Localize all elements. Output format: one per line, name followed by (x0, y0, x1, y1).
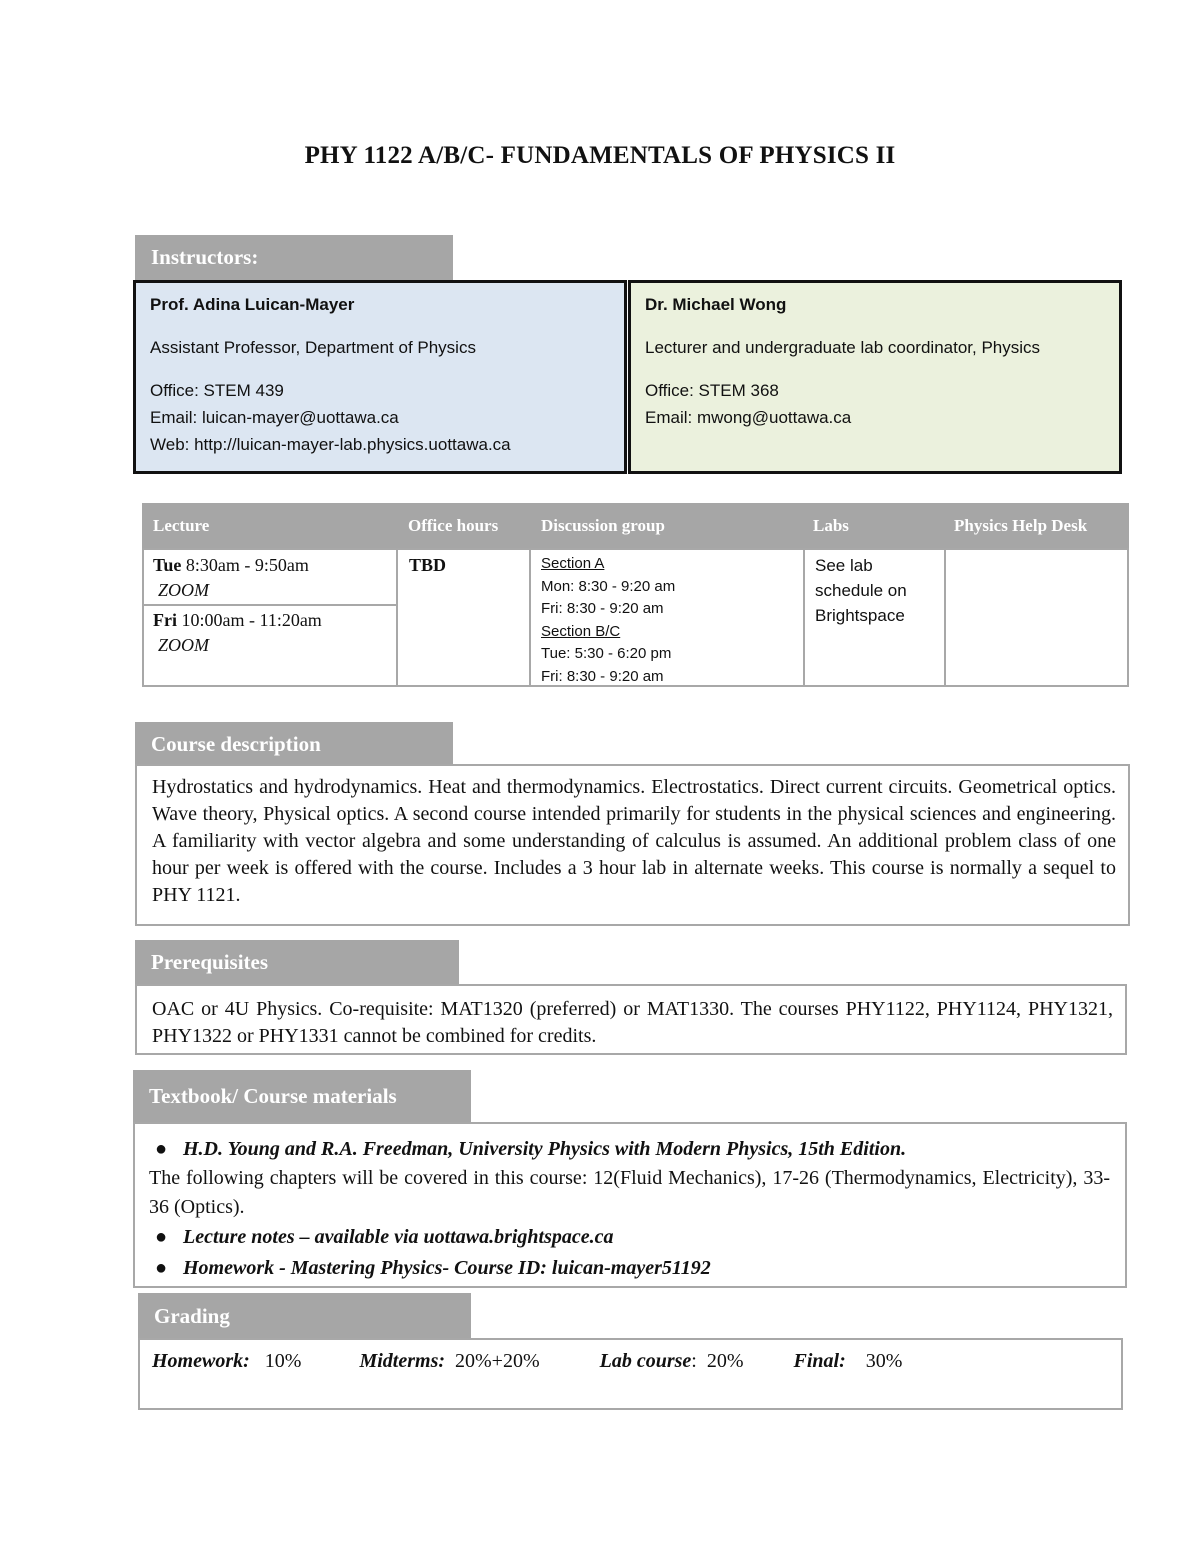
grading-label: Final: (793, 1350, 846, 1372)
instructors-header: Instructors: (135, 235, 453, 280)
schedule-header-row (142, 503, 1129, 549)
bullet-icon: ● (155, 1138, 168, 1160)
labs-line: schedule on (815, 581, 907, 600)
lecture-notes: Lecture notes – available via uottawa.brightspace.ca (183, 1226, 614, 1248)
grading-label: Midterms: (359, 1350, 446, 1372)
section-a-label: Section A (541, 555, 605, 572)
list-item (135, 1253, 1110, 1283)
homework-info: Homework - Mastering Physics- Course ID: luican-mayer51192 (183, 1257, 711, 1279)
lecture-mode: ZOOM (158, 580, 210, 600)
course-description-header: Course description (135, 722, 453, 766)
instructor-role: Lecturer and undergraduate lab coordinator, Physics (645, 338, 1041, 357)
grading-item: Lab course: 20% (599, 1350, 744, 1372)
grading-box (138, 1338, 1123, 1410)
instructor-card-left (133, 280, 627, 474)
section-bc-time: Fri: 8:30 - 9:20 am (541, 667, 664, 685)
course-description-box (135, 764, 1130, 926)
section-bc-label: Section B/C (541, 622, 621, 640)
course-description-text: Hydrostatics and hydrodynamics. Heat and thermodynamics. Electrostatics. Direct current circuits. Geometrical optics. Wave theory, Physical optics. A second course intended primarily for students in the physical sciences and engineering. A familiarity with vector algebra and some understanding of calculus is assumed. An additional problem class of one hour per week is offered with the course. Includes a 3 hour lab in alternate weeks. This course is normally a sequel to PHY 1121. (152, 776, 1116, 906)
textbook-title: H.D. Young and R.A. Freedman, University Physics with Modern Physics, 15th Edition. (183, 1138, 907, 1160)
grading-value: 10% (264, 1350, 302, 1372)
bullet-icon: ● (155, 1226, 168, 1248)
page-title: PHY 1122 A/B/C- FUNDAMENTALS OF PHYSICS II (304, 142, 896, 169)
grading-value: 20%+20% (455, 1350, 540, 1372)
col-header-help-desk: Physics Help Desk (954, 516, 1088, 535)
grading-item (152, 1350, 301, 1372)
instructor-office: Office: STEM 439 (150, 381, 284, 400)
prerequisites-header: Prerequisites (135, 940, 459, 985)
instructor-office: Office: STEM 368 (645, 381, 779, 400)
office-hours-value: TBD (409, 555, 447, 575)
col-header-discussion: Discussion group (541, 516, 665, 535)
textbook-box (133, 1122, 1127, 1288)
lecture-day: Fri (153, 610, 177, 630)
grading-value: 20% (706, 1350, 744, 1372)
discussion-cell (529, 548, 805, 687)
instructor-email[interactable]: Email: luican-mayer@uottawa.ca (150, 408, 399, 427)
prerequisites-text: OAC or 4U Physics. Co-requisite: MAT1320 (preferred) or MAT1330. The courses PHY1122, PHY1124, PHY1321, PHY1322 or PHY1331 cannot be combined for credits. (152, 998, 1113, 1047)
prerequisites-box (135, 984, 1127, 1055)
lecture-cell-tue (142, 548, 398, 606)
instructor-card-right (628, 280, 1122, 474)
lecture-time: 10:00am - 11:20am (177, 610, 322, 630)
textbook-header: Textbook/ Course materials (133, 1070, 471, 1122)
grading-label: Lab course (599, 1350, 692, 1372)
grading-item (794, 1350, 903, 1372)
grading-header: Grading (138, 1293, 471, 1339)
list-item (135, 1222, 1110, 1252)
instructor-email[interactable]: Email: mwong@uottawa.ca (645, 408, 852, 427)
lecture-mode: ZOOM (158, 635, 210, 655)
bullet-icon: ● (155, 1257, 168, 1279)
instructor-name: Dr. Michael Wong (645, 295, 787, 314)
office-hours-cell (396, 548, 531, 687)
labs-line: Brightspace (815, 606, 905, 625)
list-item (135, 1134, 1110, 1164)
section-a-time: Mon: 8:30 - 9:20 am (541, 577, 676, 595)
lecture-day: Tue (153, 555, 182, 575)
col-header-labs: Labs (813, 516, 849, 535)
col-header-office-hours: Office hours (408, 516, 499, 535)
section-a-time: Fri: 8:30 - 9:20 am (541, 600, 664, 617)
labs-line: See lab (815, 556, 873, 575)
help-desk-cell (944, 548, 1129, 687)
grading-item (359, 1350, 539, 1372)
textbook-chapters: The following chapters will be covered in this course: 12(Fluid Mechanics), 17-26 (Thermodynamics, Electricity), 33-36 (Optics). (149, 1167, 1110, 1218)
grading-label: Homework: (152, 1350, 250, 1372)
col-header-lecture: Lecture (153, 516, 210, 535)
lecture-cell-fri (142, 604, 398, 687)
labs-cell (803, 548, 946, 687)
section-bc-time: Tue: 5:30 - 6:20 pm (541, 645, 672, 662)
instructor-web[interactable]: Web: http://luican-mayer-lab.physics.uottawa.ca (150, 435, 511, 454)
instructor-role: Assistant Professor, Department of Physics (150, 338, 476, 357)
lecture-time: 8:30am - 9:50am (181, 555, 309, 575)
instructor-name: Prof. Adina Luican-Mayer (150, 295, 355, 314)
grading-value: 30% (865, 1350, 903, 1372)
